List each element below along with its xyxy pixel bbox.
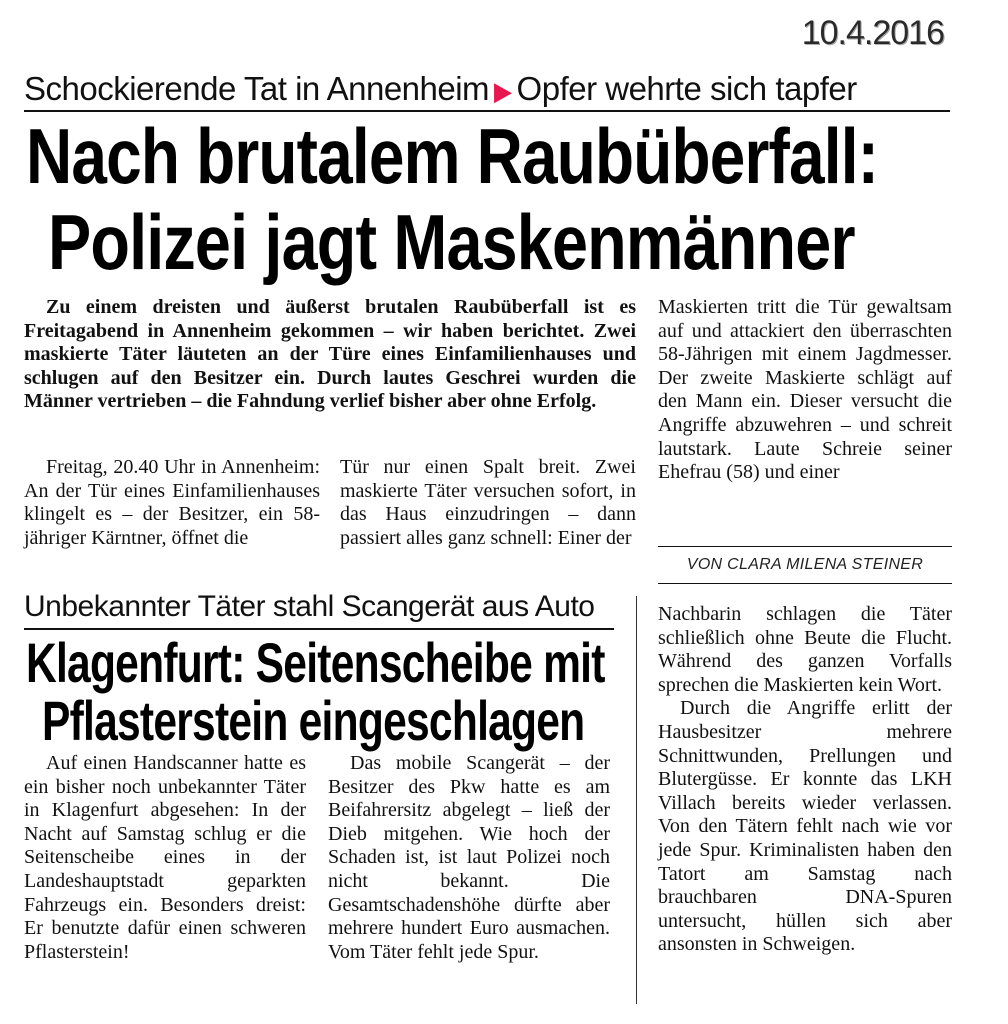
article2-headline-line1: Klagenfurt: Seitenscheibe mit [26,631,605,694]
article1-kicker-right: Opfer wehrte sich tapfer [516,70,857,107]
article2-headline-line2: Pflasterstein eingeschlagen [42,689,585,752]
article2-kicker-rule [24,628,614,630]
byline-rule-bottom [658,583,952,584]
article1-kicker [24,70,857,108]
article1-column-3-bottom [658,603,952,957]
article1-lead: Zu einem dreisten und äußerst brutalen Raubüberfall ist es Freitagabend in Annenheim gekommen – wir haben berichtet. Zwei maskierte Täter läuteten an der Türe eines Einfamilienhauses und schlugen auf den Besitzer ein. Durch lautes Geschrei wurden die Männer vertrieben – die Fahndung verlief bisher aber ohne Erfolg. [24,296,636,413]
byline-rule-top [658,546,952,547]
article1-column-3-paragraph-2: Durch die Angriffe erlitt der Hausbesitzer mehrere Schnittwunden, Prellungen und Blutergüsse. Er konnte das LKH Villach bereits wieder verlassen. Von den Tätern fehlt nach wie vor jede Spur. Kriminalisten haben den Tatort am Samstag nach brauchbaren DNA-Spuren untersucht, hüllen sich aber ansonsten in Schweigen. [658,697,952,956]
article1-column-2: Tür nur einen Spalt breit. Zwei maskierte Täter versuchen sofort, in das Haus einzudringen – dann passiert alles ganz schnell: Einer der [340,456,636,549]
date-stamp: 10.4.2016 [801,14,944,52]
article1-column-1: Freitag, 20.40 Uhr in Annenheim: An der Tür eines Einfamilienhauses klingelt es – der Besitzer, ein 58-jähriger Kärntner, öffnet die [24,456,320,549]
article2-column-1: Auf einen Handscanner hatte es ein bisher noch unbekannter Täter in Klagenfurt abgesehen: In der Nacht auf Samstag schlug er die Seitenscheibe eines in der Landeshauptstadt geparkten Fahrzeugs ein. Besonders dreist: Er benutzte dafür einen schweren Pflasterstein! [24,752,306,963]
article2-kicker: Unbekannter Täter stahl Scangerät aus Auto [24,590,595,623]
article1-headline-line1: Nach brutalem Raubüberfall: [26,112,879,200]
article1-kicker-left: Schockierende Tat in Annenheim [24,70,490,107]
article2-column-2: Das mobile Scangerät – der Besitzer des Pkw hatte es am Beifahrersitz abgelegt – ließ der Dieb mitgehen. Wie hoch der Schaden ist, ist laut Polizei noch nicht bekannt. Die Gesamtschadenshöhe dürfte aber mehrere hundert Euro ausmachen. Vom Täter fehlt jede Spur. [328,752,610,963]
article1-column-3-paragraph-1: Nachbarin schlagen die Täter schließlich ohne Beute die Flucht. Während des ganzen Vorfalls sprechen die Maskierten kein Wort. [658,603,952,696]
arrow-right-icon: ▶ [494,76,512,106]
column-divider [636,596,637,1004]
byline: VON CLARA MILENA STEINER [686,556,924,573]
article1-headline-line2: Polizei jagt Maskenmänner [48,198,855,286]
article1-column-3-top: Maskierten tritt die Tür gewaltsam auf und attackiert den überraschten 58-Jährigen mit einem Jagdmesser. Der zweite Maskierte schlägt auf den Mann ein. Dieser versucht die Angriffe abzuwehren – und schreit lautstark. Laute Schreie seiner Ehefrau (58) und einer [658,296,952,484]
